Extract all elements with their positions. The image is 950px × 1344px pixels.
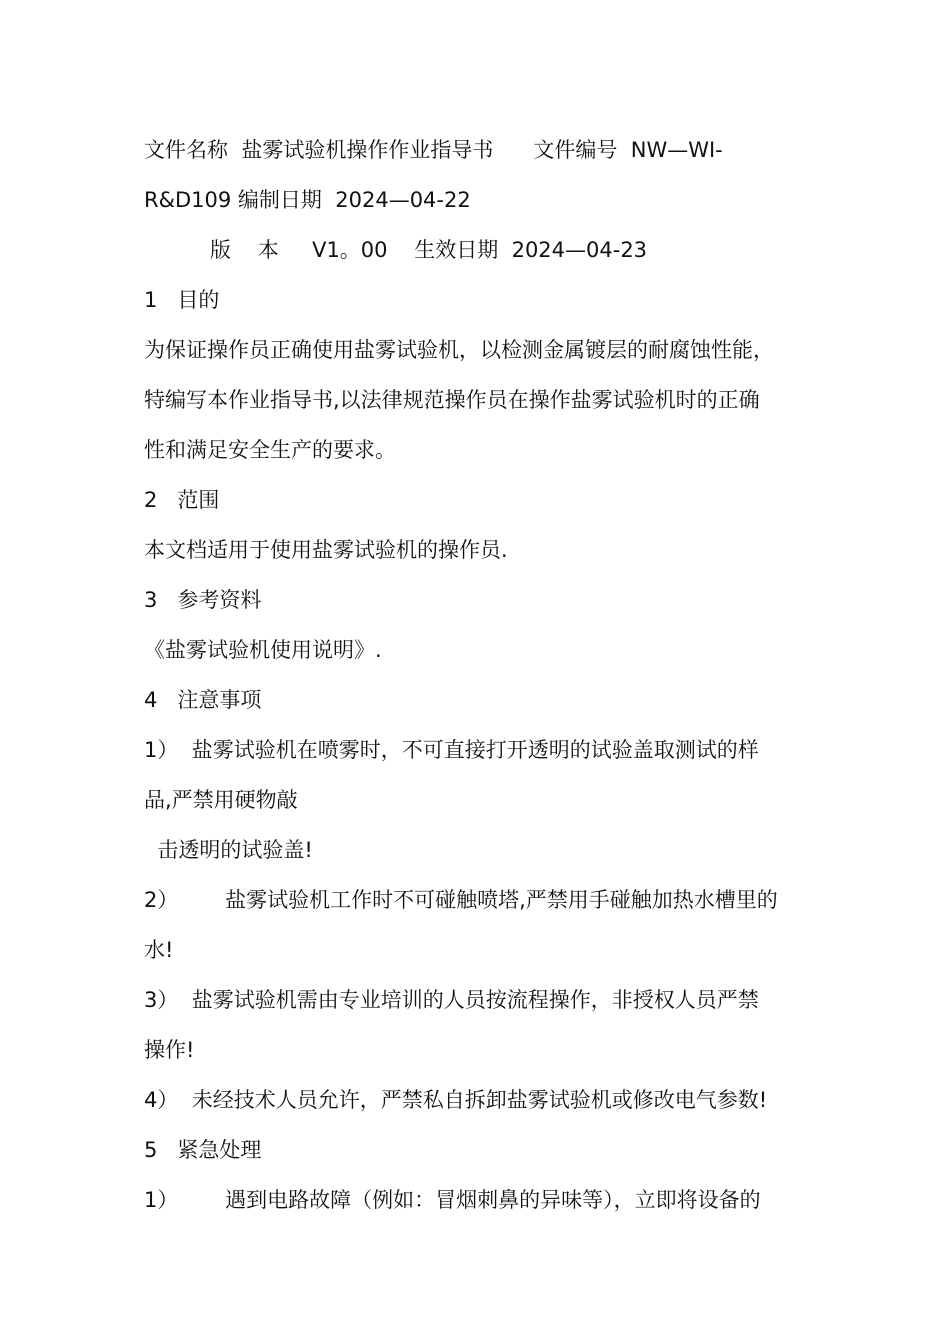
notes-line: 1） 盐雾试验机在喷雾时，不可直接打开透明的试验盖取测试的样 [144,738,759,762]
header-line-version: 版 本 V1。00 生效日期 2024—04-23 [210,238,648,262]
notes-line: 2） 盐雾试验机工作时不可碰触喷塔,严禁用手碰触加热水槽里的 [144,888,778,912]
header-line-edit-date: R&D109 编制日期 2024—04-22 [144,188,471,212]
notes-line: 击透明的试验盖! [144,838,313,862]
header-line-file-name: 文件名称 盐雾试验机操作作业指导书 文件编号 NW—WI- [144,138,723,162]
notes-line: 操作! [144,1038,195,1062]
reference-text: 《盐雾试验机使用说明》. [144,638,382,662]
purpose-text-line: 为保证操作员正确使用盐雾试验机，以检测金属镀层的耐腐蚀性能， [144,338,774,362]
scope-text: 本文档适用于使用盐雾试验机的操作员. [144,538,508,562]
emergency-line: 1） 遇到电路故障（例如：冒烟刺鼻的异味等），立即将设备的 [144,1188,761,1212]
notes-line: 水! [144,938,174,962]
section-heading-purpose: 1 目的 [144,288,220,312]
purpose-text-line: 特编写本作业指导书,以法律规范操作员在操作盐雾试验机时的正确 [144,388,760,412]
notes-line: 3） 盐雾试验机需由专业培训的人员按流程操作，非授权人员严禁 [144,988,759,1012]
section-heading-reference: 3 参考资料 [144,588,262,612]
notes-line: 4） 未经技术人员允许，严禁私自拆卸盐雾试验机或修改电气参数! [144,1088,768,1112]
section-heading-scope: 2 范围 [144,488,220,512]
notes-line: 品,严禁用硬物敲 [144,788,298,812]
section-heading-notes: 4 注意事项 [144,688,262,712]
section-heading-emergency: 5 紧急处理 [144,1138,262,1162]
purpose-text-line: 性和满足安全生产的要求。 [144,438,396,462]
